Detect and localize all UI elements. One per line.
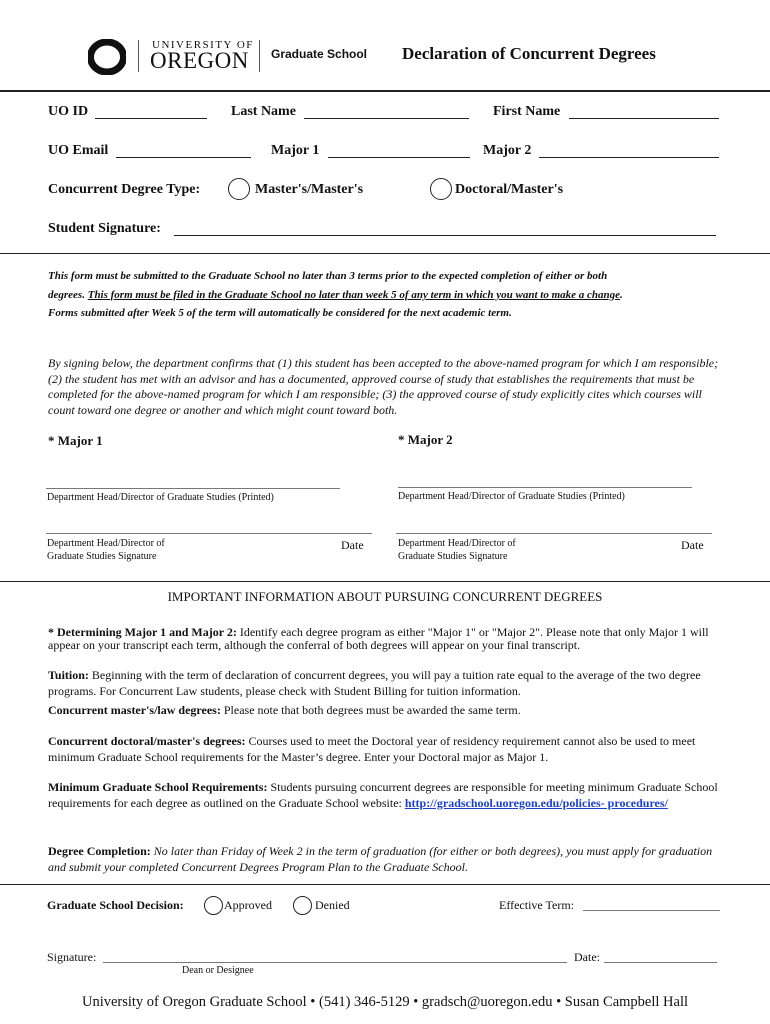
uo-email-field[interactable] [116, 157, 251, 158]
last-name-field[interactable] [304, 118, 469, 119]
info-rule [0, 884, 770, 885]
radio-denied[interactable] [293, 896, 312, 915]
info-law: Concurrent master's/law degrees: Please note that both degrees must be awarded the same term. [48, 703, 521, 717]
info-tuition: Tuition: Beginning with the term of declaration of concurrent degrees, you will pay a tuition rate equal to the average of the two degree programs. For Concurrent Law students, please check with Student Billing for tuition information. [48, 668, 701, 698]
department-rule [0, 581, 770, 582]
major2-field[interactable] [539, 157, 719, 158]
school-name: Graduate School [271, 47, 368, 61]
logo-divider [138, 40, 139, 72]
last-name-label: Last Name [231, 104, 296, 119]
option-doctoral-masters: Doctoral/Master's [455, 182, 564, 197]
major1-label: Major 1 [271, 143, 320, 158]
effective-term-label: Effective Term: [499, 898, 575, 912]
department-confirmation: By signing below, the department confirms that (1) this student has been accepted to the above-named program for which I am responsible; (2) the student has met with an advisor and has a documented, approved course of study that establishes the requirements that must be completed for the above-named program for which I am responsible; (3) the approved course of study explicitly cites which courses will count toward one degree or another and which might count toward both. [48, 356, 719, 417]
univ-line2: OREGON [150, 48, 249, 73]
major1-signature-label: Department Head/Director of Graduate Studies Signature [47, 538, 165, 562]
form-title: Declaration of Concurrent Degrees [402, 44, 656, 63]
option-masters-masters: Master's/Master's [255, 182, 364, 197]
major2-label: Major 2 [483, 143, 532, 158]
dean-designee-label: Dean or Designee [182, 965, 254, 976]
major2-date-label: Date [681, 538, 704, 552]
info-heading: IMPORTANT INFORMATION ABOUT PURSUING CONCURRENT DEGREES [167, 589, 603, 604]
uo-o-icon [88, 39, 122, 73]
major1-signature-field[interactable] [46, 533, 372, 534]
uo-id-label: UO ID [48, 104, 89, 119]
logo-divider-2 [259, 40, 260, 72]
notice-line3: Forms submitted after Week 5 of the term will automatically be considered for the next academic term. [48, 307, 512, 319]
major2-heading: * Major 2 [398, 432, 453, 447]
denied-label: Denied [315, 898, 350, 912]
dean-signature-label: Signature: [47, 950, 97, 964]
dean-signature-field[interactable] [103, 962, 567, 963]
radio-approved[interactable] [204, 896, 223, 915]
uo-email-label: UO Email [48, 143, 109, 158]
footer-contact: University of Oregon Graduate School • (541) 346-5129 • gradsch@uoregon.edu • Susan Campbell Hall [81, 994, 689, 1010]
student-rule [0, 253, 770, 254]
info-minimum: Minimum Graduate School Requirements: Students pursuing concurrent degrees are responsible for meeting minimum Graduate School requirements for each degree as outlined on the Graduate School website: http://gradschool.uoregon.edu/policies- procedures/ [48, 780, 718, 810]
major1-date-label: Date [341, 538, 364, 552]
univ-line1: UNIVERSITY OF [152, 39, 254, 51]
notice-line1: This form must be submitted to the Graduate School no later than 3 terms prior to the expected completion of either or both [48, 270, 608, 282]
decision-date-label: Date: [574, 950, 600, 964]
student-signature-label: Student Signature: [48, 221, 161, 236]
first-name-field[interactable] [569, 118, 719, 119]
approved-label: Approved [224, 898, 272, 912]
degree-type-label: Concurrent Degree Type: [48, 182, 201, 197]
radio-masters-masters[interactable] [228, 178, 250, 200]
major1-printed-label: Department Head/Director of Graduate Studies (Printed) [47, 492, 274, 503]
radio-doctoral-masters[interactable] [430, 178, 452, 200]
uo-id-field[interactable] [95, 118, 207, 119]
info-determining: * Determining Major 1 and Major 2: Identify each degree program as either "Major 1" or "Major 2". Please note that only Major 1 will appear on your transcript each term, although the conferral of both degrees will appear on your final transcript. [48, 625, 709, 652]
major2-printed-field[interactable] [398, 487, 692, 488]
first-name-label: First Name [493, 104, 561, 119]
decision-date-field[interactable] [604, 962, 717, 963]
info-doctoral: Concurrent doctoral/master's degrees: Courses used to meet the Doctoral year of residency requirement cannot also be used to meet minimum Graduate School requirements for the Master’s degree. Enter your Doctoral major as Major 1. [48, 734, 696, 764]
effective-term-field[interactable] [583, 910, 720, 911]
decision-label: Graduate School Decision: [47, 898, 184, 912]
notice-line2: degrees. This form must be filed in the Graduate School no later than week 5 of any term in which you want to make a change. [48, 288, 623, 301]
major1-printed-field[interactable] [46, 488, 340, 489]
major2-signature-label: Department Head/Director of Graduate Studies Signature [398, 538, 516, 562]
student-signature-field[interactable] [174, 235, 716, 236]
header-rule [0, 90, 770, 92]
major2-printed-label: Department Head/Director of Graduate Studies (Printed) [398, 491, 625, 502]
gradschool-policies-link[interactable]: http://gradschool.uoregon.edu/policies- procedures/ [404, 795, 668, 810]
submission-notice [48, 267, 738, 323]
major1-heading: * Major 1 [48, 433, 103, 448]
major2-signature-field[interactable] [396, 533, 712, 534]
major1-field[interactable] [328, 157, 470, 158]
info-completion: Degree Completion: No later than Friday of Week 2 in the term of graduation (for either or both degrees), you must apply for graduation and submit your completed Concurrent Degrees Program Plan to the Graduate School. [48, 844, 713, 874]
